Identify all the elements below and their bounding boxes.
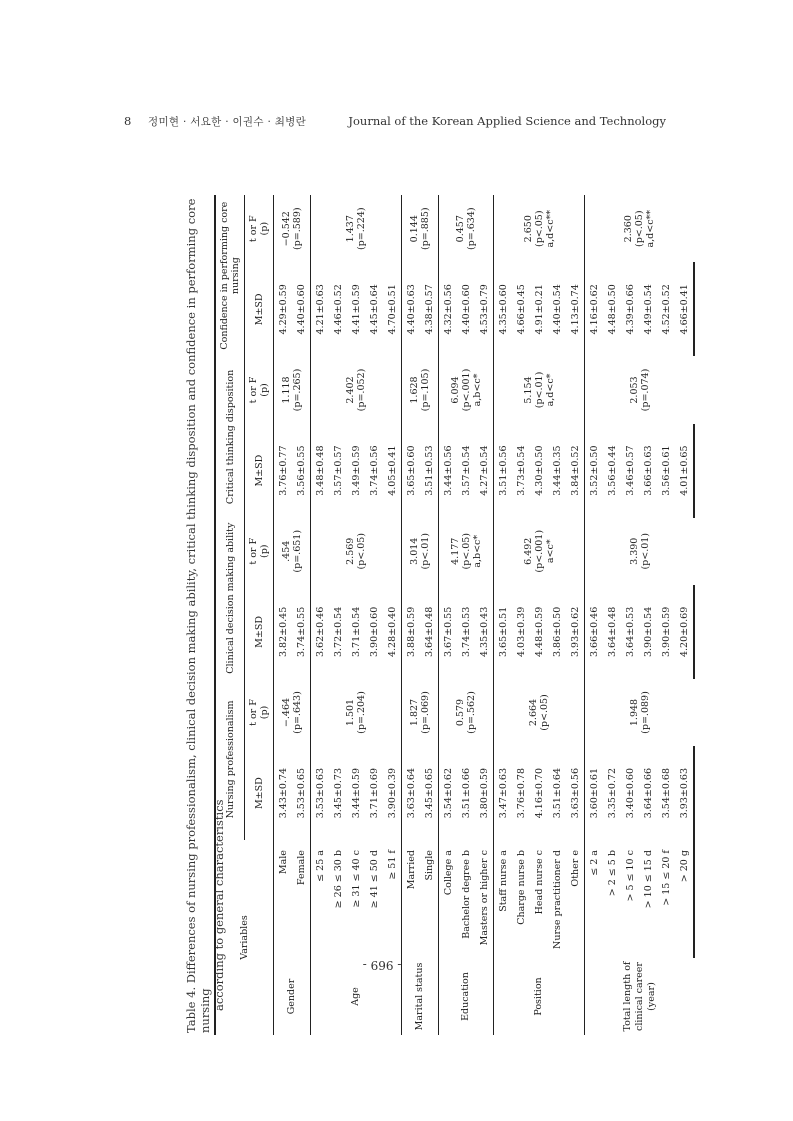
mean-sd-cell: 3.49±0.59 [350,445,362,496]
mean-sd-cell: 3.65±0.60 [402,424,421,518]
mean-sd-cell: 4.53±0.79 [478,284,490,335]
mean-sd-cell: 3.65±0.51 [494,585,513,679]
mean-sd-cell: 3.66±0.63 [642,445,654,496]
msd-header: M±SD [245,746,274,840]
table-row [457,195,475,1035]
mean-sd-cell: 4.32±0.56 [439,262,458,356]
group-header-critical: Critical thinking disposition [215,356,245,517]
subgroup-label: College a [439,840,458,958]
page-folio: - 969 - [362,958,402,972]
mean-sd-cell: 3.66±0.46 [585,585,604,679]
mean-sd-cell: 4.40±0.60 [295,284,307,335]
table-row [329,195,347,1035]
table-row [383,195,402,1035]
mean-sd-cell: 4.91±0.21 [533,284,545,335]
table-row [365,195,383,1035]
mean-sd-cell: 4.40±0.60 [460,284,472,335]
table-row [566,195,585,1035]
stat-cell: 2.569 (p<.05) [311,518,402,585]
mean-sd-cell: 4.38±0.57 [423,284,435,335]
group-header-nursing: Nursing professionalism [215,679,245,840]
table-row [530,195,548,1035]
msd-header: M±SD [245,262,274,356]
mean-sd-cell: 4.35±0.43 [478,606,490,658]
tf-header-line-2: (p) [259,544,270,559]
tf-header [245,195,274,262]
subgroup-label: > 10 ≤ 15 d [642,850,654,909]
msd-header: M±SD [245,424,274,518]
table-row [603,195,621,1035]
mean-sd-cell: 3.47±0.63 [494,746,513,840]
mean-sd-cell: 3.90±0.59 [660,606,672,658]
tf-header-line-1: t or F [248,699,259,726]
mean-sd-cell: 3.86±0.50 [551,606,563,658]
mean-sd-cell: 3.44±0.35 [551,445,563,496]
mean-sd-cell: 3.44±0.56 [439,424,458,518]
mean-sd-cell: 3.71±0.69 [368,768,380,819]
mean-sd-cell: 4.05±0.41 [386,445,398,496]
stat-cell: 1.827 (p=.069) [402,679,439,746]
mean-sd-cell: 4.28±0.40 [386,606,398,658]
mean-sd-cell: 3.56±0.55 [295,445,307,496]
caption-line-2: according to general characteristics [212,799,226,1011]
category-cell: Total length of clinical career (year) [585,958,695,1035]
mean-sd-cell: 3.56±0.61 [660,445,672,496]
subgroup-label: Single [423,850,435,881]
mean-sd-cell: 4.41±0.59 [350,284,362,335]
mean-sd-cell: 3.76±0.77 [274,424,293,518]
table-row [475,195,494,1035]
mean-sd-cell: 3.93±0.63 [675,746,694,840]
subgroup-label: > 5 ≤ 10 c [624,850,636,902]
subgroup-label: Charge nurse b [515,850,527,925]
mean-sd-cell: 3.74±0.53 [460,606,472,658]
category-cell: Marital status [402,958,439,1035]
mean-sd-cell: 3.45±0.65 [423,768,435,819]
mean-sd-cell: 3.57±0.54 [460,445,472,496]
mean-sd-cell: 3.74±0.55 [295,606,307,658]
mean-sd-cell: 3.44±0.59 [350,768,362,819]
tf-header-line-2: (p) [259,221,270,236]
category-cell: Gender [274,958,311,1035]
stat-cell: 2.650 (p<.05) a,d<c** [494,195,585,262]
subgroup-label: Staff nurse a [494,840,513,958]
mean-sd-cell: 3.40±0.60 [624,768,636,819]
category-cell: Education [439,958,494,1035]
category-cell: Position [494,958,585,1035]
stat-cell: 2.664 (p<.05) [494,679,585,746]
stat-cell: 1.437 (p=.224) [311,195,402,262]
rotated-table-region [184,195,734,1035]
subgroup-label: ≥ 31 ≤ 40 c [350,850,362,908]
msd-header: M±SD [245,585,274,679]
subgroup-label: > 20 g [675,840,694,958]
table-row [402,195,421,1035]
journal-title: Journal of the Korean Applied Science and Technology [348,114,666,128]
subgroup-label: Married [402,840,421,958]
subgroup-label: Other e [569,850,581,887]
table-row [494,195,513,1035]
stat-cell: −.464 (p=.643) [274,679,311,746]
mean-sd-cell: 3.56±0.44 [606,445,618,496]
mean-sd-cell: 3.64±0.53 [624,606,636,658]
mean-sd-cell: 3.51±0.66 [460,768,472,819]
stat-cell: 2.360 (p<.05) a,d<c** [585,195,695,262]
tf-header [245,518,274,585]
results-table [214,195,695,1035]
mean-sd-cell: 3.54±0.68 [660,768,672,819]
mean-sd-cell: 3.53±0.65 [295,768,307,819]
mean-sd-cell: 3.90±0.39 [386,768,398,819]
mean-sd-cell: 4.46±0.52 [332,284,344,335]
table-body [274,195,695,1035]
subgroup-label: ≤ 2 a [585,840,604,958]
mean-sd-cell: 4.66±0.41 [675,262,694,356]
stat-cell: 5.154 (p<.01) a,d<c* [494,356,585,423]
mean-sd-cell: 4.20±0.69 [675,585,694,679]
mean-sd-cell: 3.71±0.54 [350,606,362,658]
table-row [512,195,530,1035]
stat-cell: 1.948 (p=.089) [585,679,695,746]
mean-sd-cell: 3.60±0.61 [585,746,604,840]
stat-cell: 0.457 (p=.634) [439,195,494,262]
page-number: 8 [124,114,132,128]
stat-cell: 6.094 (p<.001) a,b<c* [439,356,494,423]
table-row [439,195,458,1035]
mean-sd-cell: 3.82±0.45 [274,585,293,679]
mean-sd-cell: 3.63±0.64 [402,746,421,840]
mean-sd-cell: 4.13±0.74 [569,284,581,335]
mean-sd-cell: 4.35±0.60 [494,262,513,356]
mean-sd-cell: 3.64±0.66 [642,768,654,819]
tf-header-line-1: t or F [248,376,259,404]
mean-sd-cell: 3.84±0.52 [569,445,581,496]
tf-header-line-1: t or F [248,215,259,243]
mean-sd-cell: 3.52±0.50 [585,424,604,518]
mean-sd-cell: 4.70±0.51 [386,284,398,335]
tf-header [245,679,274,746]
stat-cell: 1.628 (p=.105) [402,356,439,423]
mean-sd-cell: 3.93±0.62 [569,606,581,658]
stat-cell: 2.053 (p=.074) [585,356,695,423]
mean-sd-cell: 4.49±0.54 [642,284,654,335]
mean-sd-cell: 3.46±0.57 [624,445,636,496]
mean-sd-cell: 4.48±0.59 [533,606,545,658]
table-row [420,195,439,1035]
mean-sd-cell: 3.76±0.78 [515,768,527,819]
subgroup-label: ≥ 51 f [386,850,398,880]
mean-sd-cell: 3.62±0.46 [311,585,330,679]
mean-sd-cell: 3.54±0.62 [439,746,458,840]
mean-sd-cell: 4.03±0.39 [515,606,527,658]
mean-sd-cell: 3.67±0.55 [439,585,458,679]
table-row [639,195,657,1035]
stat-cell: 1.501 (p=.204) [311,679,402,746]
group-header-confidence: Confidence in performing core nursing [215,195,245,356]
mean-sd-cell: 3.88±0.59 [402,585,421,679]
stat-cell: 6.492 (p<.001) a<c* [494,518,585,585]
subgroup-label: Female [295,850,307,886]
stat-cell: 1.118 (p=.265) [274,356,311,423]
stat-cell: 2.402 (p=.052) [311,356,402,423]
mean-sd-cell: 4.45±0.64 [368,284,380,335]
subgroup-label: Head nurse c [533,850,545,915]
mean-sd-cell: 4.21±0.63 [311,262,330,356]
mean-sd-cell: 3.53±0.63 [311,746,330,840]
table-row [621,195,639,1035]
mean-sd-cell: 3.74±0.56 [368,445,380,496]
table-row [548,195,566,1035]
mean-sd-cell: 3.57±0.57 [332,445,344,496]
table-row [675,195,694,1035]
mean-sd-cell: 4.29±0.59 [274,262,293,356]
mean-sd-cell: 4.30±0.50 [533,445,545,496]
subgroup-label: Bachelor degree b [460,850,472,939]
tf-header [245,356,274,423]
mean-sd-cell: 4.27±0.54 [478,445,490,496]
table-row [347,195,365,1035]
tf-header-line-1: t or F [248,537,259,565]
mean-sd-cell: 4.01±0.65 [675,424,694,518]
mean-sd-cell: 3.90±0.54 [642,606,654,658]
subgroup-label: > 2 ≤ 5 b [606,850,618,897]
table-row [657,195,675,1035]
subgroup-label: Masters or higher c [478,850,490,946]
tf-header-line-2: (p) [259,705,270,720]
mean-sd-cell: 3.48±0.48 [311,424,330,518]
mean-sd-cell: 4.16±0.70 [533,768,545,819]
mean-sd-cell: 3.80±0.59 [478,768,490,819]
mean-sd-cell: 3.73±0.54 [515,445,527,496]
stat-cell: 0.579 (p=.562) [439,679,494,746]
mean-sd-cell: 3.43±0.74 [274,746,293,840]
subgroup-label: > 15 ≤ 20 f [660,850,672,906]
table-caption [184,195,226,1035]
mean-sd-cell: 3.90±0.60 [368,606,380,658]
stat-cell: 3.390 (p<.01) [585,518,695,585]
mean-sd-cell: 3.35±0.72 [606,768,618,819]
mean-sd-cell: 3.64±0.48 [423,606,435,658]
subgroup-label: ≥ 41 ≤ 50 d [368,850,380,909]
mean-sd-cell: 4.16±0.62 [585,262,604,356]
stat-cell: 3.014 (p<.01) [402,518,439,585]
mean-sd-cell: 4.40±0.63 [402,262,421,356]
group-header-clinical: Clinical decision making ability [215,518,245,679]
mean-sd-cell: 3.64±0.48 [606,606,618,658]
category-cell: Age [311,958,402,1035]
caption-line-1: Table 4. Differences of nursing professionalism, clinical decision making ability, critical thinking disposition and confidence in performing core nursing [184,198,212,1033]
mean-sd-cell: 3.51±0.64 [551,768,563,819]
mean-sd-cell: 4.39±0.66 [624,284,636,335]
mean-sd-cell: 3.45±0.73 [332,768,344,819]
mean-sd-cell: 3.51±0.53 [423,445,435,496]
mean-sd-cell: 4.48±0.50 [606,284,618,335]
subgroup-label: ≥ 26 ≤ 30 b [332,850,344,909]
author-names: 정미현 · 서요한 · 이권수 · 최병란 [148,116,307,128]
mean-sd-cell: 4.40±0.54 [551,284,563,335]
table-row [292,195,311,1035]
mean-sd-cell: 4.52±0.52 [660,284,672,335]
subgroup-label: ≤ 25 a [311,840,330,958]
table-row [585,195,604,1035]
table-row [274,195,293,1035]
stat-cell: 4.177 (p<.05) a,b<c* [439,518,494,585]
table-row [311,195,330,1035]
stat-cell: .454 (p=.651) [274,518,311,585]
stat-cell: 0.144 (p=.885) [402,195,439,262]
stat-cell: −0.542 (p=.589) [274,195,311,262]
mean-sd-cell: 3.72±0.54 [332,606,344,658]
mean-sd-cell: 3.51±0.56 [494,424,513,518]
mean-sd-cell: 4.66±0.45 [515,284,527,335]
mean-sd-cell: 3.63±0.56 [569,768,581,819]
subgroup-label: Nurse practitioner d [551,850,563,949]
subgroup-label: Male [274,840,293,958]
variables-header: Variables [215,840,274,1035]
tf-header-line-2: (p) [259,383,270,397]
